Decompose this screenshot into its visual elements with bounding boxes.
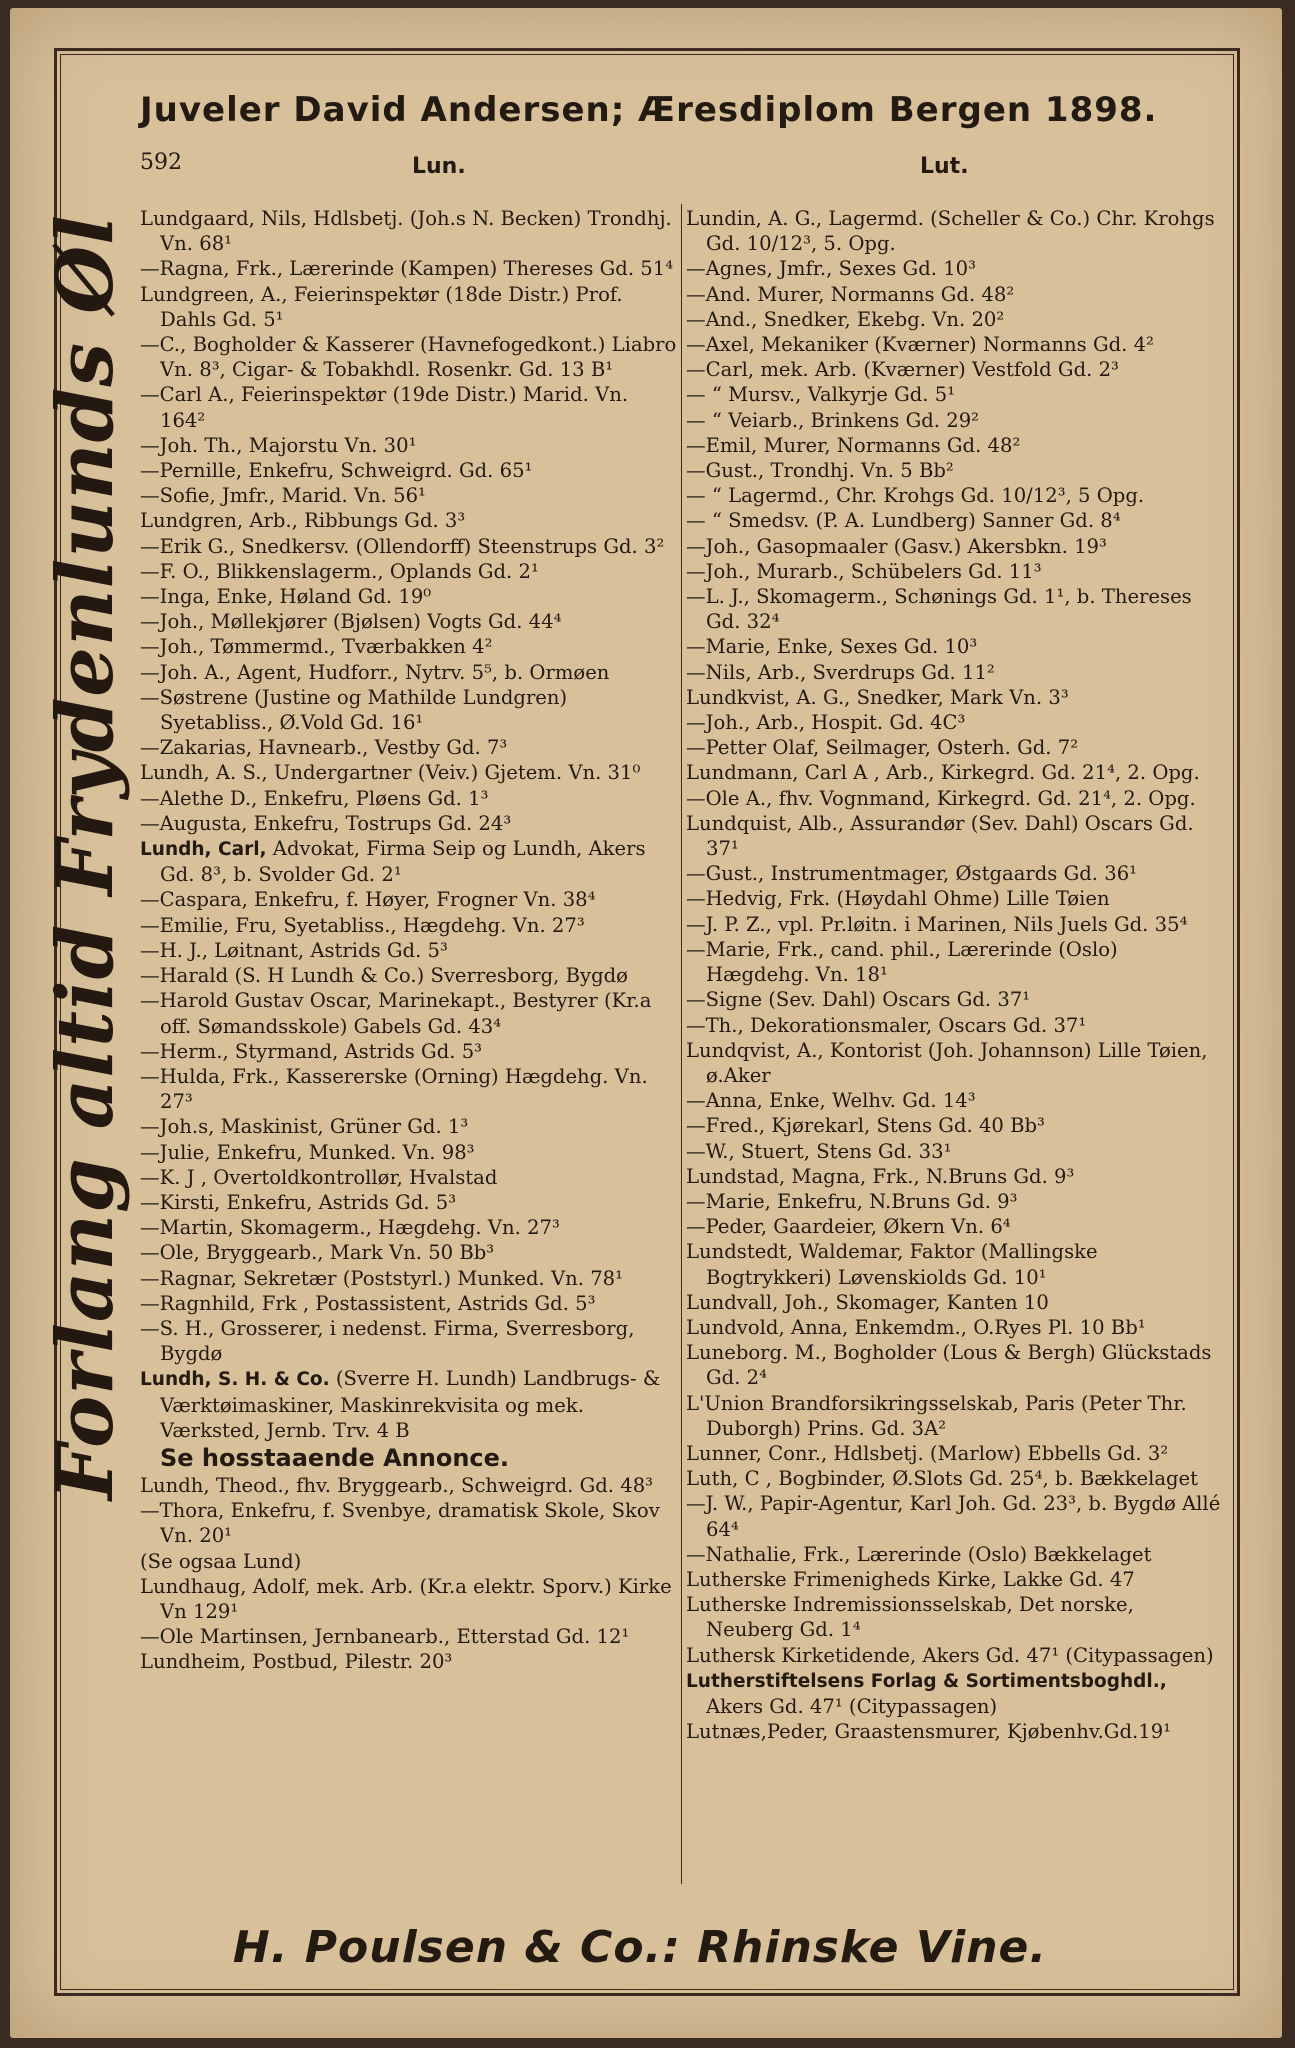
directory-entry: —Hedvig, Frk. (Høydahl Ohme) Lille Tøien	[686, 887, 1110, 911]
directory-entry: —Peder, Gaardeier, Økern Vn. 6⁴	[686, 1215, 1011, 1239]
directory-entry: Luth, C , Bogbinder, Ø.Slots Gd. 25⁴, b. Bækkelaget	[686, 1467, 1199, 1491]
directory-entry: —Ragnhild, Frk , Postassistent, Astrids Gd. 5³	[140, 1291, 596, 1315]
directory-entry: —Carl, mek. Arb. (Kværner) Vestfold Gd. 2³	[686, 358, 1119, 382]
directory-entry: —Alethe D., Enkefru, Pløens Gd. 1³	[140, 786, 489, 810]
directory-entry: Lundstedt, Waldemar, Faktor (Mallingske Bogtrykkeri) Løvenskiolds Gd. 10¹	[686, 1240, 1098, 1289]
directory-entry: — “ Smedsv. (P. A. Lundberg) Sanner Gd. 8⁴	[686, 509, 1121, 533]
directory-entry: —Erik G., Snedkersv. (Ollendorff) Steenstrups Gd. 3²	[140, 534, 665, 558]
directory-entry: —Hulda, Frk., Kassererske (Orning) Hægdehg. Vn. 27³	[140, 1064, 648, 1114]
directory-entry: —Th., Dekorationsmaler, Oscars Gd. 37¹	[686, 1013, 1087, 1037]
directory-entry: Lundh, Theod., fhv. Bryggearb., Schweigrd. Gd. 48³	[140, 1473, 654, 1497]
directory-entry: —Axel, Mekaniker (Kværner) Normanns Gd. 4²	[686, 333, 1154, 357]
directory-entry: (Se ogsaa Lund)	[140, 1549, 302, 1573]
directory-entry: —Martin, Skomagerm., Hægdehg. Vn. 27³	[140, 1216, 560, 1240]
directory-entry: —Marie, Frk., cand. phil., Lærerinde (Oslo) Hægdehg. Vn. 18¹	[686, 937, 1118, 987]
directory-entry: — “ Lagermd., Chr. Krohgs Gd. 10/12³, 5 Opg.	[686, 484, 1145, 508]
directory-entry: Lutherske Indremissionsselskab, Det norske, Neuberg Gd. 1⁴	[686, 1593, 1134, 1642]
directory-entry: —C., Bogholder & Kasserer (Havnefogedkont.) Liabro Vn. 8³, Cigar- & Tobakhdl. Rosenkr. Gd. 13 B¹	[140, 333, 677, 382]
directory-entry: Lundh, Carl, Advokat, Firma Seip og Lundh, Akers Gd. 8³, b. Svolder Gd. 2¹	[140, 837, 646, 887]
directory-entry: —Caspara, Enkefru, f. Høyer, Frogner Vn. 38⁴	[140, 888, 596, 912]
directory-entry: —Ragnar, Sekretær (Poststyrl.) Munked. Vn. 78¹	[140, 1266, 624, 1290]
directory-entry: —Nathalie, Frk., Lærerinde (Oslo) Bækkelaget	[686, 1542, 1152, 1566]
left-column-entries	[140, 206, 678, 1675]
directory-entry: Lutherske Frimenigheds Kirke, Lakke Gd. 47	[686, 1567, 1135, 1591]
directory-entry: —Agnes, Jmfr., Sexes Gd. 10³	[686, 257, 976, 281]
directory-entry: —Harold Gustav Oscar, Marinekapt., Bestyrer (Kr.a off. Sømandsskole) Gabels Gd. 43⁴	[140, 989, 652, 1038]
directory-entry: —Pernille, Enkefru, Schweigrd. Gd. 65¹	[140, 459, 533, 483]
directory-entry: Lutherstiftelsens Forlag & Sortimentsboghdl., Akers Gd. 47¹ (Citypassagen)	[686, 1670, 1167, 1718]
directory-entry: Lunner, Conr., Hdlsbetj. (Marlow) Ebbells Gd. 3²	[686, 1441, 1169, 1465]
directory-entry: —Ole Martinsen, Jernbanearb., Etterstad Gd. 12¹	[140, 1625, 630, 1649]
directory-entry: — “ Veiarb., Brinkens Gd. 29²	[686, 408, 980, 432]
directory-entry: —Joh., Gasopmaaler (Gasv.) Akersbkn. 19³	[686, 534, 1107, 558]
directory-entry: —Carl A., Feierinspektør (19de Distr.) Marid. Vn. 164²	[140, 383, 629, 432]
directory-entry: —Joh. A., Agent, Hudforr., Nytrv. 5⁵, b. Ormøen	[140, 660, 610, 684]
directory-entry: —Sofie, Jmfr., Marid. Vn. 56¹	[140, 484, 426, 508]
directory-entry: —Søstrene (Justine og Mathilde Lundgren) Syetabliss., Ø.Vold Gd. 16¹	[140, 685, 568, 735]
left-column-heading: Lun.	[412, 154, 466, 179]
directory-entry: —Ole, Bryggearb., Mark Vn. 50 Bb³	[140, 1241, 495, 1265]
directory-entry: —Emil, Murer, Normanns Gd. 48²	[686, 433, 1021, 457]
directory-entry: —Marie, Enke, Sexes Gd. 10³	[686, 635, 978, 659]
directory-entry: —Zakarias, Havnearb., Vestby Gd. 7³	[140, 736, 508, 760]
directory-entry: —Harald (S. H Lundh & Co.) Sverresborg, Bygdø	[140, 964, 628, 988]
directory-entry: Lundmann, Carl A , Arb., Kirkegrd. Gd. 21⁴, 2. Opg.	[686, 761, 1200, 785]
directory-entry: Lundvall, Joh., Skomager, Kanten 10	[686, 1290, 1049, 1314]
directory-entry: Lundstad, Magna, Frk., N.Bruns Gd. 9³	[686, 1164, 1075, 1188]
directory-entry: Lundgaard, Nils, Hdlsbetj. (Joh.s N. Becken) Trondhj. Vn. 68¹	[140, 207, 672, 256]
bottom-advertisement-banner: H. Poulsen & Co.: Rhinske Vine.	[232, 1922, 1048, 1973]
directory-entry: —Ragna, Frk., Lærerinde (Kampen) Thereses Gd. 51⁴	[140, 257, 674, 281]
directory-entry: Lundquist, Alb., Assurandør (Sev. Dahl) Oscars Gd. 37¹	[686, 811, 1194, 861]
directory-entry: —Nils, Arb., Sverdrups Gd. 11²	[686, 660, 995, 684]
directory-entry: —Marie, Enkefru, N.Bruns Gd. 9³	[686, 1189, 1018, 1213]
directory-entry: Luthersk Kirketidende, Akers Gd. 47¹ (Citypassagen)	[686, 1643, 1214, 1667]
directory-entry: Lundin, A. G., Lagermd. (Scheller & Co.) Chr. Krohgs Gd. 10/12³, 5. Opg.	[686, 207, 1215, 256]
directory-entry: —Joh.s, Maskinist, Grüner Gd. 1³	[140, 1115, 469, 1139]
directory-entry: —Kirsti, Enkefru, Astrids Gd. 5³	[140, 1190, 457, 1214]
directory-entry: —K. J , Overtoldkontrollør, Hvalstad	[140, 1165, 498, 1189]
directory-entry: —Petter Olaf, Seilmager, Osterh. Gd. 7²	[686, 736, 1079, 760]
directory-entry: —Joh. Th., Majorstu Vn. 30¹	[140, 433, 417, 457]
right-column-entries	[686, 206, 1224, 1744]
top-advertisement-banner: Juveler David Andersen; Æresdiplom Bergen 1898.	[140, 90, 1158, 130]
directory-entry: —And., Snedker, Ekebg. Vn. 20²	[686, 307, 1005, 331]
directory-entry: —Gust., Trondhj. Vn. 5 Bb²	[686, 459, 954, 483]
directory-entry: L'Union Brandforsikringsselskab, Paris (Peter Thr. Duborgh) Prins. Gd. 3A²	[686, 1391, 1187, 1440]
directory-entry: Lundh, A. S., Undergartner (Veiv.) Gjetem. Vn. 31⁰	[140, 761, 641, 785]
directory-entry: —Thora, Enkefru, f. Svenbye, dramatisk Skole, Skov Vn. 20¹	[140, 1499, 660, 1548]
directory-entry: —Joh., Møllekjører (Bjølsen) Vogts Gd. 44⁴	[140, 610, 562, 634]
side-advertisement: Forlang altid Frydenlunds Øl	[40, 214, 131, 1500]
directory-entry: —Joh., Tømmermd., Tværbakken 4²	[140, 635, 493, 659]
directory-entry: —Ole A., fhv. Vognmand, Kirkegrd. Gd. 21⁴, 2. Opg.	[686, 786, 1196, 810]
page-number: 592	[140, 150, 182, 175]
directory-entry: —Emilie, Fru, Syetabliss., Hægdehg. Vn. 27³	[140, 913, 585, 937]
directory-entry: Lundgren, Arb., Ribbungs Gd. 3³	[140, 509, 466, 533]
directory-entry: —Signe (Sev. Dahl) Oscars Gd. 37¹	[686, 988, 1031, 1012]
directory-entry: —And. Murer, Normanns Gd. 48²	[686, 282, 1015, 306]
directory-entry: —J. P. Z., vpl. Pr.løitn. i Marinen, Nils Juels Gd. 35⁴	[686, 912, 1188, 936]
directory-entry: Lundkvist, A. G., Snedker, Mark Vn. 3³	[686, 685, 1069, 709]
directory-entry: —Fred., Kjørekarl, Stens Gd. 40 Bb³	[686, 1114, 1045, 1138]
directory-entry: —H. J., Løitnant, Astrids Gd. 5³	[140, 938, 448, 962]
directory-entry: —Anna, Enke, Welhv. Gd. 14³	[686, 1089, 976, 1113]
directory-entry: Luneborg. M., Bogholder (Lous & Bergh) Glückstads Gd. 2⁴	[686, 1341, 1212, 1390]
directory-entry: — “ Mursv., Valkyrje Gd. 5¹	[686, 383, 956, 407]
directory-entry: —W., Stuert, Stens Gd. 33¹	[686, 1139, 952, 1163]
directory-entry: —F. O., Blikkenslagerm., Oplands Gd. 2¹	[140, 559, 539, 583]
directory-entry: —Julie, Enkefru, Munked. Vn. 98³	[140, 1140, 475, 1164]
directory-entry: —Joh., Arb., Hospit. Gd. 4C³	[686, 711, 966, 735]
directory-entry: Lundheim, Postbud, Pilestr. 20³	[140, 1650, 453, 1674]
directory-entry: Lutnæs,Peder, Graastensmurer, Kjøbenhv.Gd.19¹	[686, 1720, 1172, 1744]
directory-entry: Lundqvist, A., Kontorist (Joh. Johannson) Lille Tøien, ø.Aker	[686, 1038, 1208, 1087]
directory-entry: —Herm., Styrmand, Astrids Gd. 5³	[140, 1039, 483, 1063]
directory-entry: —L. J., Skomagerm., Schønings Gd. 1¹, b. Thereses Gd. 32⁴	[686, 585, 1192, 634]
right-column-heading: Lut.	[920, 154, 969, 179]
column-divider	[681, 204, 682, 1884]
directory-entry: Lundh, S. H. & Co. (Sverre H. Lundh) Landbrugs- & Værktøimaskiner, Maskinrekvisita og mek. Værksted, Jernb. Trv. 4 B	[140, 1367, 661, 1442]
directory-entry: —Inga, Enke, Høland Gd. 19⁰	[140, 585, 432, 609]
directory-entry: —S. H., Grosserer, i nedenst. Firma, Sverresborg, Bygdø	[140, 1316, 635, 1366]
directory-entry: Lundhaug, Adolf, mek. Arb. (Kr.a elektr. Sporv.) Kirke Vn 129¹	[140, 1574, 672, 1623]
directory-entry: Se hosstaaende Annonce.	[160, 1443, 510, 1472]
directory-entry: —J. W., Papir-Agentur, Karl Joh. Gd. 23³, b. Bygdø Allé 64⁴	[686, 1492, 1221, 1541]
directory-entry: Lundgreen, A., Feierinspektør (18de Distr.) Prof. Dahls Gd. 5¹	[140, 282, 623, 331]
directory-entry: —Augusta, Enkefru, Tostrups Gd. 24³	[140, 811, 512, 835]
directory-entry: —Joh., Murarb., Schübelers Gd. 11³	[686, 559, 1042, 583]
directory-entry: —Gust., Instrumentmager, Østgaards Gd. 36¹	[686, 862, 1138, 886]
directory-entry: Lundvold, Anna, Enkemdm., O.Ryes Pl. 10 Bb¹	[686, 1315, 1146, 1339]
